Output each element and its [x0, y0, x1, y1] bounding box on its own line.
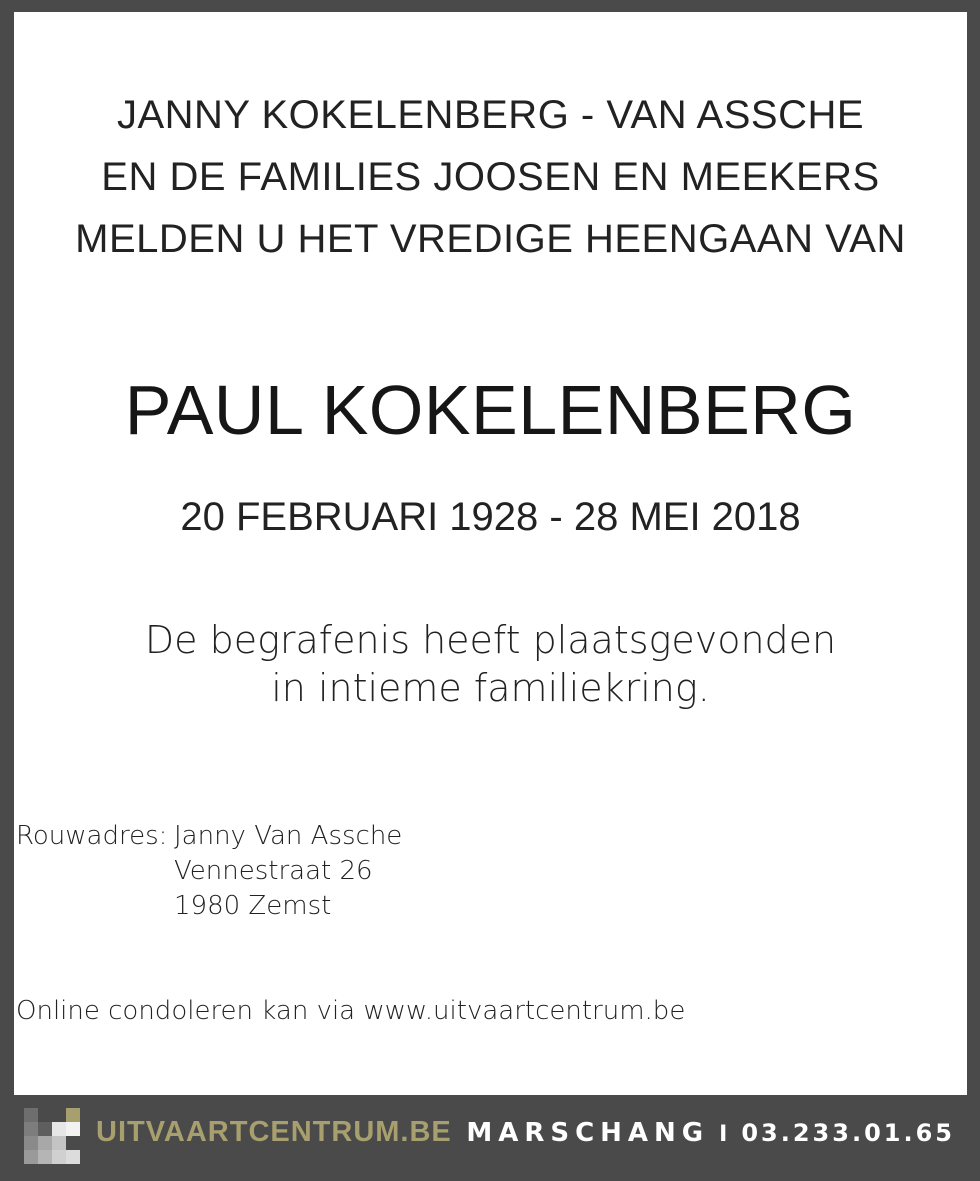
burial-line-2: in intieme familiekring. [271, 666, 710, 710]
address-street: Vennestraat 26 [174, 856, 373, 886]
phone-number[interactable]: 03.233.01.65 [741, 1119, 955, 1147]
mourning-address [16, 819, 402, 924]
burial-line-1: De begrafenis heeft plaatsgevonden [144, 618, 837, 662]
contact-info [466, 1118, 955, 1148]
intro-line-3: MELDEN U HET VREDIGE HEENGAAN VAN [75, 217, 906, 261]
footer-bar [14, 1098, 967, 1174]
separator: I [719, 1122, 728, 1147]
life-dates: 20 FEBRUARI 1928 - 28 MEI 2018 [180, 495, 801, 539]
online-condolence-text: Online condoleren kan via www.uitvaartcentrum.be [16, 996, 686, 1026]
company-name: MARSCHANG [466, 1118, 710, 1148]
address-label: Rouwadres: [16, 821, 168, 851]
intro-line-2: EN DE FAMILIES JOOSEN EN MEEKERS [101, 155, 880, 199]
intro-line-1: JANNY KOKELENBERG - VAN ASSCHE [116, 93, 865, 137]
address-city: 1980 Zemst [174, 891, 332, 921]
uitvaartcentrum-logo-icon [24, 1108, 80, 1164]
address-name: Janny Van Assche [174, 821, 403, 851]
brand-name[interactable]: UITVAARTCENTRUM.BE [96, 1116, 452, 1148]
deceased-name: PAUL KOKELENBERG [124, 371, 857, 449]
obituary-card [14, 12, 967, 1095]
